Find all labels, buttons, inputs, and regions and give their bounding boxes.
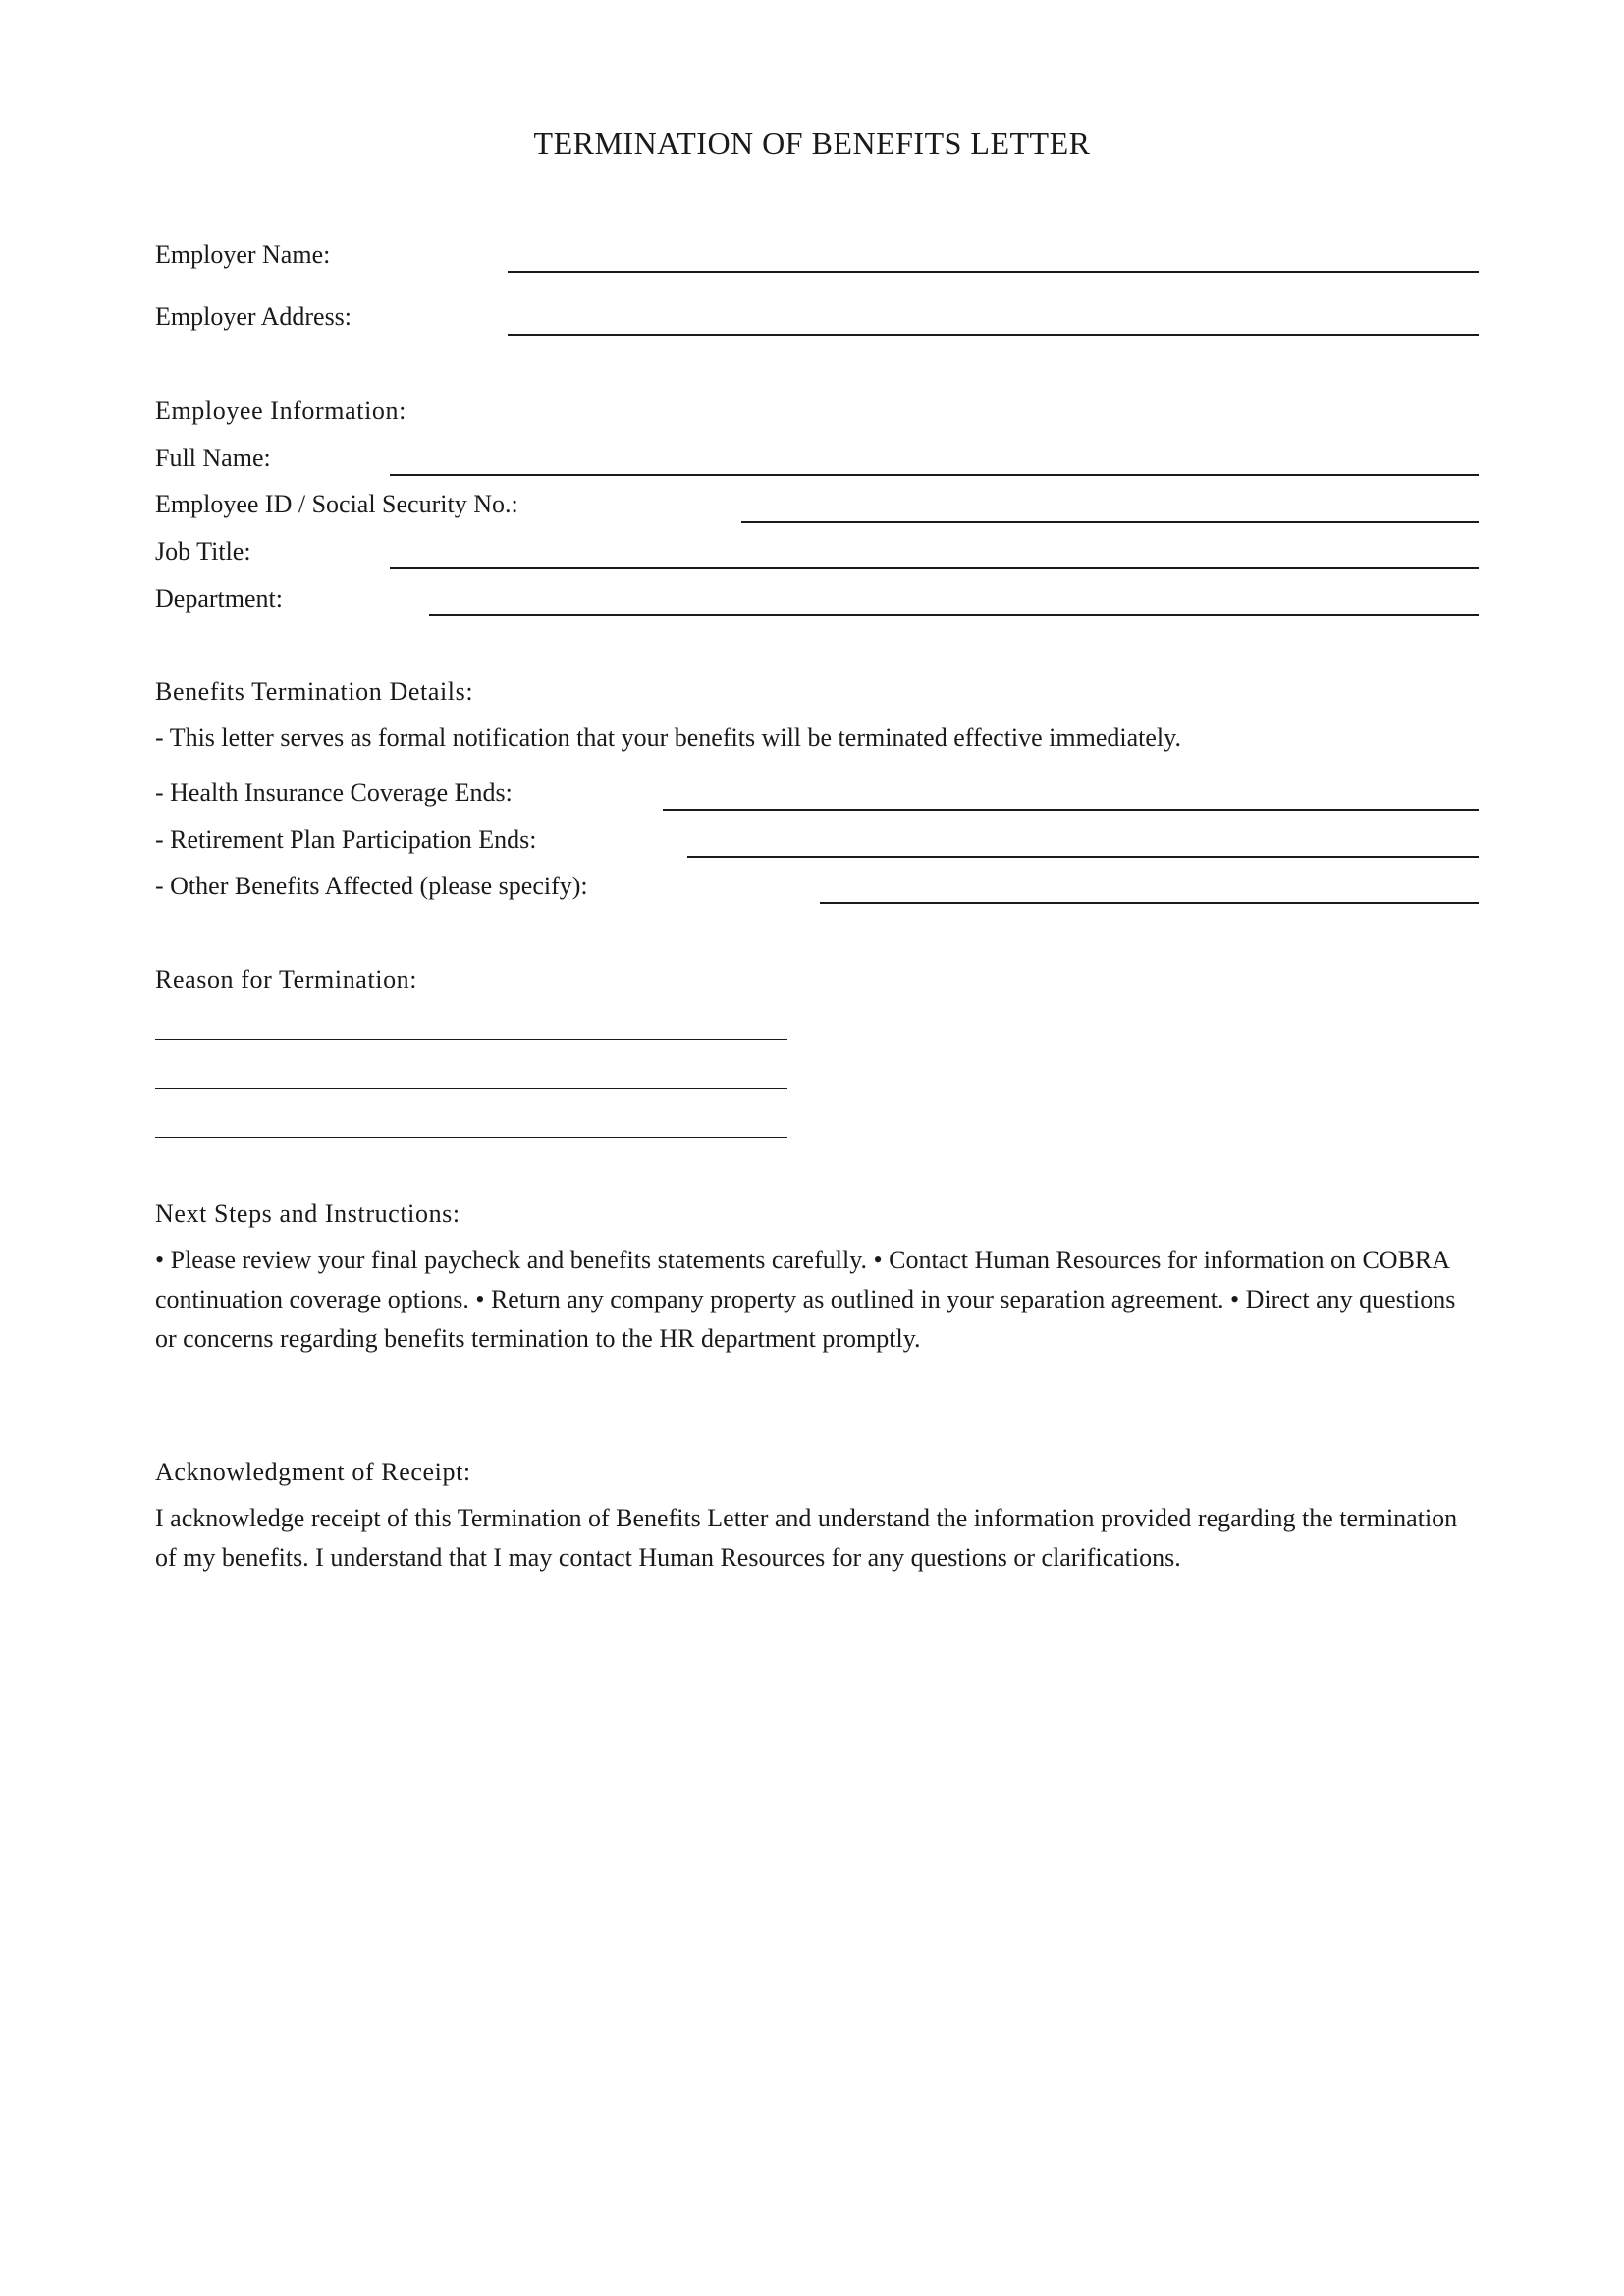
full-name-label: Full Name: <box>155 444 271 472</box>
retirement-plan-label: - Retirement Plan Participation Ends: <box>155 826 537 854</box>
reason-heading: Reason for Termination: <box>155 965 418 993</box>
employee-id-field[interactable] <box>741 521 1479 523</box>
health-insurance-label: - Health Insurance Coverage Ends: <box>155 778 513 807</box>
benefits-heading: Benefits Termination Details: <box>155 677 474 706</box>
other-benefits-field[interactable] <box>820 902 1479 904</box>
department-field[interactable] <box>429 614 1479 616</box>
next-steps-heading: Next Steps and Instructions: <box>155 1200 460 1228</box>
employer-name-label: Employer Name: <box>155 240 331 269</box>
other-benefits-label: - Other Benefits Affected (please specify): <box>155 872 588 900</box>
benefits-notice: - This letter serves as formal notification that your benefits will be terminated effective immediately. <box>155 723 1181 752</box>
employee-id-label: Employee ID / Social Security No.: <box>155 490 518 518</box>
employer-name-field[interactable] <box>508 271 1479 273</box>
full-name-field[interactable] <box>390 474 1479 476</box>
employer-address-label: Employer Address: <box>155 302 352 331</box>
department-label: Department: <box>155 584 283 613</box>
job-title-label: Job Title: <box>155 537 251 565</box>
reason-line-1[interactable] <box>155 1039 787 1040</box>
health-insurance-end-field[interactable] <box>663 809 1479 811</box>
document-title: TERMINATION OF BENEFITS LETTER <box>533 126 1091 161</box>
employee-info-heading: Employee Information: <box>155 397 406 425</box>
acknowledgment-text: I acknowledge receipt of this Termination of Benefits Letter and understand the information provided regarding the termination of my benefits. I understand that I may contact Human Resources for any questions or clarifications. <box>155 1504 1458 1572</box>
job-title-field[interactable] <box>390 567 1479 569</box>
acknowledgment-heading: Acknowledgment of Receipt: <box>155 1458 471 1486</box>
employer-address-field[interactable] <box>508 334 1479 336</box>
next-steps-text: • Please review your final paycheck and benefits statements carefully. • Contact Human Resources for information on COBRA continuation coverage options. • Return any company property as outlined in your separation agreement. • Direct any questions or concerns regarding benefits termination to the HR department promptly. <box>155 1246 1456 1353</box>
reason-line-3[interactable] <box>155 1137 787 1138</box>
retirement-plan-end-field[interactable] <box>687 856 1479 858</box>
reason-line-2[interactable] <box>155 1088 787 1089</box>
